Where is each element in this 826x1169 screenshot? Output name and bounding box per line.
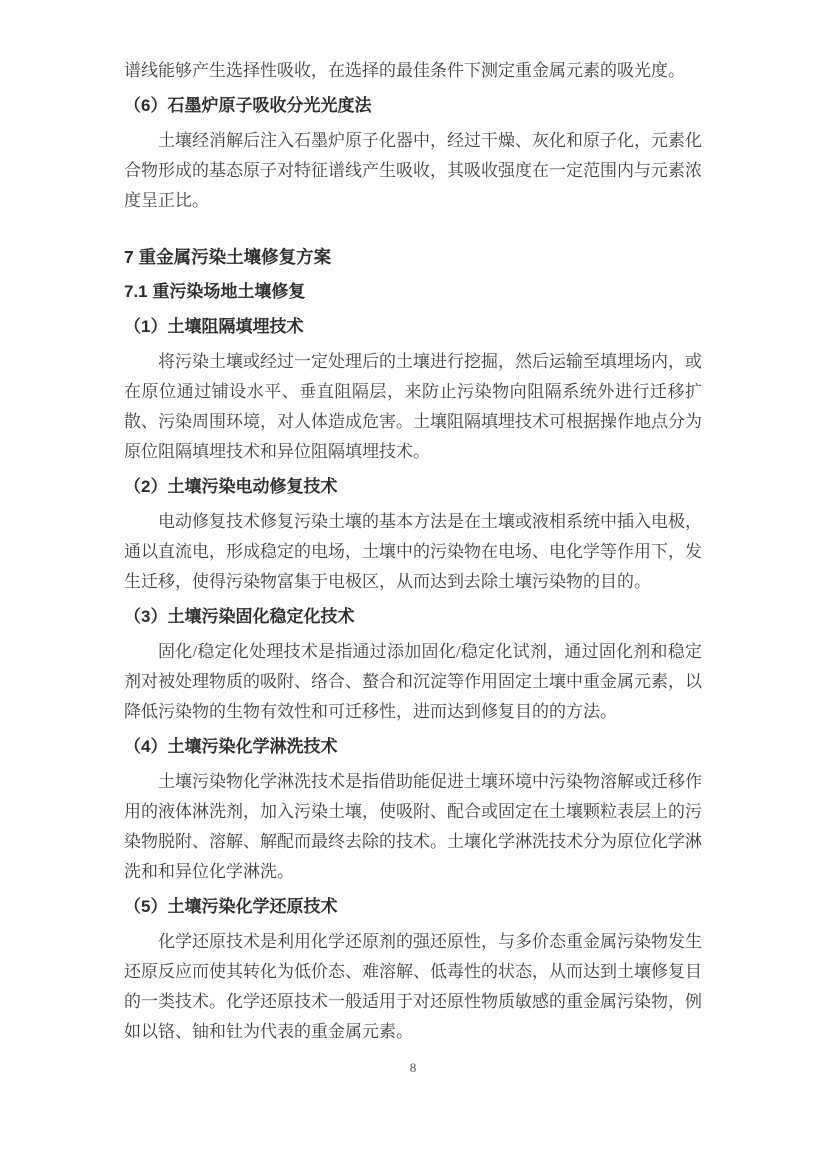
- technique-3-paragraph: 固化/稳定化处理技术是指通过添加固化/稳定化试剂，通过固化剂和稳定剂对被处理物质的吸附、络合、螯合和沉淀等作用固定土壤中重金属元素，以降低污染物的生物有效性和可迁移性，进而达到修复目的的方法。: [124, 642, 702, 721]
- chapter7-heading: 7 重金属污染土壤修复方案: [124, 247, 332, 267]
- leading-paragraph: 谱线能够产生选择性吸收，在选择的最佳条件下测定重金属元素的吸光度。: [124, 61, 685, 80]
- technique-2-heading: （2）土壤污染电动修复技术: [124, 477, 338, 496]
- method6-heading: （6）石墨炉原子吸收分光光度法: [124, 96, 372, 115]
- technique-2-paragraph: 电动修复技术修复污染土壤的基本方法是在土壤或液相系统中插入电极，通以直流电，形成稳定的电场，土壤中的污染物在电场、电化学等作用下，发生迁移，使得污染物富集于电极区，从而达到去除土壤污染物的目的。: [124, 512, 702, 591]
- technique-5-paragraph: 化学还原技术是利用化学还原剂的强还原性，与多价态重金属污染物发生还原反应而使其转化为低价态、难溶解、低毒性的状态，从而达到土壤修复目的一类技术。化学还原技术一般适用于对还原性物质敏感的重金属污染物，例如以铬、铀和钍为代表的重金属元素。: [124, 932, 702, 1041]
- technique-5-heading: （5）土壤污染化学还原技术: [124, 897, 338, 916]
- section-7-1-heading: 7.1 重污染场地土壤修复: [124, 282, 306, 301]
- technique-1-paragraph: 将污染土壤或经过一定处理后的土壤进行挖掘，然后运输至填埋场内，或在原位通过铺设水平、垂直阻隔层，来防止污染物向阻隔系统外进行迁移扩散、污染周围环境，对人体造成危害。土壤阻隔填埋技术可根据操作地点分为原位阻隔填埋技术和异位阻隔填埋技术。: [124, 352, 702, 461]
- technique-4-heading: （4）土壤污染化学淋洗技术: [124, 737, 338, 756]
- page-number: 8: [409, 1060, 417, 1075]
- method6-paragraph: 土壤经消解后注入石墨炉原子化器中，经过干燥、灰化和原子化，元素化合物形成的基态原子对特征谱线产生吸收，其吸收强度在一定范围内与元素浓度呈正比。: [124, 131, 702, 210]
- technique-1-heading: （1）土壤阻隔填埋技术: [124, 317, 304, 336]
- technique-4-paragraph: 土壤污染物化学淋洗技术是指借助能促进土壤环境中污染物溶解或迁移作用的液体淋洗剂，加入污染土壤，使吸附、配合或固定在土壤颗粒表层上的污染物脱附、溶解、解配而最终去除的技术。土壤化学淋洗技术分为原位化学淋洗和和异位化学淋洗。: [124, 772, 702, 881]
- technique-3-heading: （3）土壤污染固化稳定化技术: [124, 607, 355, 626]
